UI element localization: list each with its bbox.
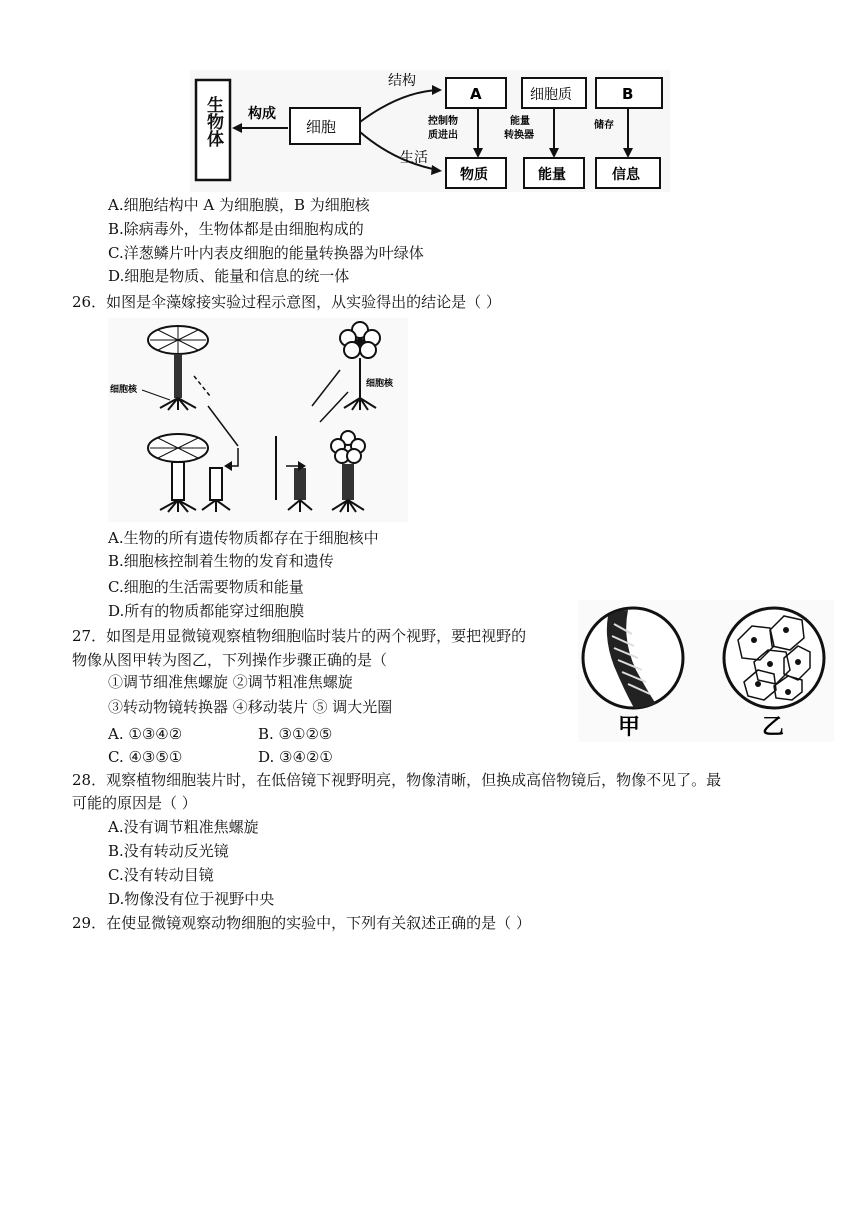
q25-option-a: A.细胞结构中 A 为细胞膜，B 为细胞核 [108,196,370,214]
svg-text:转换器: 转换器 [504,130,534,141]
control-label: 控制物 [428,116,458,127]
q27-stem-line1: 27．如图是用显微镜观察植物细胞临时装片的两个视野，要把视野的 [72,627,527,645]
q26-option-c: C.细胞的生活需要物质和能量 [108,578,304,596]
q25-option-b: B.除病毒外，生物体都是由细胞构成的 [108,220,364,238]
life-label: 生活 [400,150,428,166]
q28-option-b: B.没有转动反光镜 [108,842,229,860]
svg-text:能量: 能量 [538,167,566,183]
q25-option-c: C.洋葱鳞片叶内表皮细胞的能量转换器为叶绿体 [108,244,424,262]
svg-text:A: A [470,85,482,103]
nucleus-label-left: 细胞核 [110,385,138,395]
q27-option-a: A. ①③④② [108,725,183,743]
cell-label: 细胞 [306,118,337,136]
q28-stem-line1: 28．观察植物细胞装片时，在低倍镜下视野明亮，物像清晰，但换成高倍物镜后，物像不见了。最 [72,771,722,789]
q27-steps-line2: ③转动物镜转换器 ④移动装片 ⑤ 调大光圈 [108,698,393,716]
converter-label: 能量 [510,116,530,127]
label-yi: 乙 [762,715,785,740]
svg-text:信息: 信息 [612,167,640,183]
q28-option-d: D.物像没有位于视野中央 [108,890,275,908]
q26-option-b: B.细胞核控制着生物的发育和遗传 [108,552,334,570]
acetabularia-grafting-diagram [108,318,408,522]
q28-stem-line2: 可能的原因是（ ） [72,794,197,812]
q26-stem: 26．如图是伞藻嫁接实验过程示意图，从实验得出的结论是（ ） [72,293,501,311]
q26-option-d: D.所有的物质都能穿过细胞膜 [108,602,305,620]
q28-option-c: C.没有转动目镜 [108,866,214,884]
label-jia: 甲 [618,715,641,740]
q27-option-c: C. ④③⑤① [108,748,183,766]
q27-option-d: D. ③④②① [258,748,333,766]
q26-option-a: A.生物的所有遗传物质都存在于细胞核中 [108,529,379,547]
svg-text:质进出: 质进出 [428,130,458,141]
structure-label: 结构 [388,73,416,89]
field-jia [583,608,683,708]
composes-label: 构成 [248,106,276,122]
q28-option-a: A.没有调节粗准焦螺旋 [108,818,259,836]
field-yi [724,608,824,708]
svg-text:细胞质: 细胞质 [530,87,572,103]
q25-option-d: D.细胞是物质、能量和信息的统一体 [108,267,350,285]
q27-steps-line1: ①调节细准焦螺旋 ②调节粗准焦螺旋 [108,673,353,691]
organism-label: 生物体 [203,96,223,147]
store-label: 储存 [594,120,614,131]
microscope-fields-figure [578,600,834,742]
q29-stem: 29．在使显微镜观察动物细胞的实验中，下列有关叙述正确的是（ ） [72,914,531,932]
q27-stem-line2: 物像从图甲转为图乙，下列操作步骤正确的是（ [72,651,388,669]
q27-option-b: B. ③①②⑤ [258,725,333,743]
nucleus-label-right: 细胞核 [366,379,394,389]
svg-text:物质: 物质 [460,167,488,183]
svg-text:B: B [622,85,634,103]
cell-concept-diagram [190,70,670,192]
